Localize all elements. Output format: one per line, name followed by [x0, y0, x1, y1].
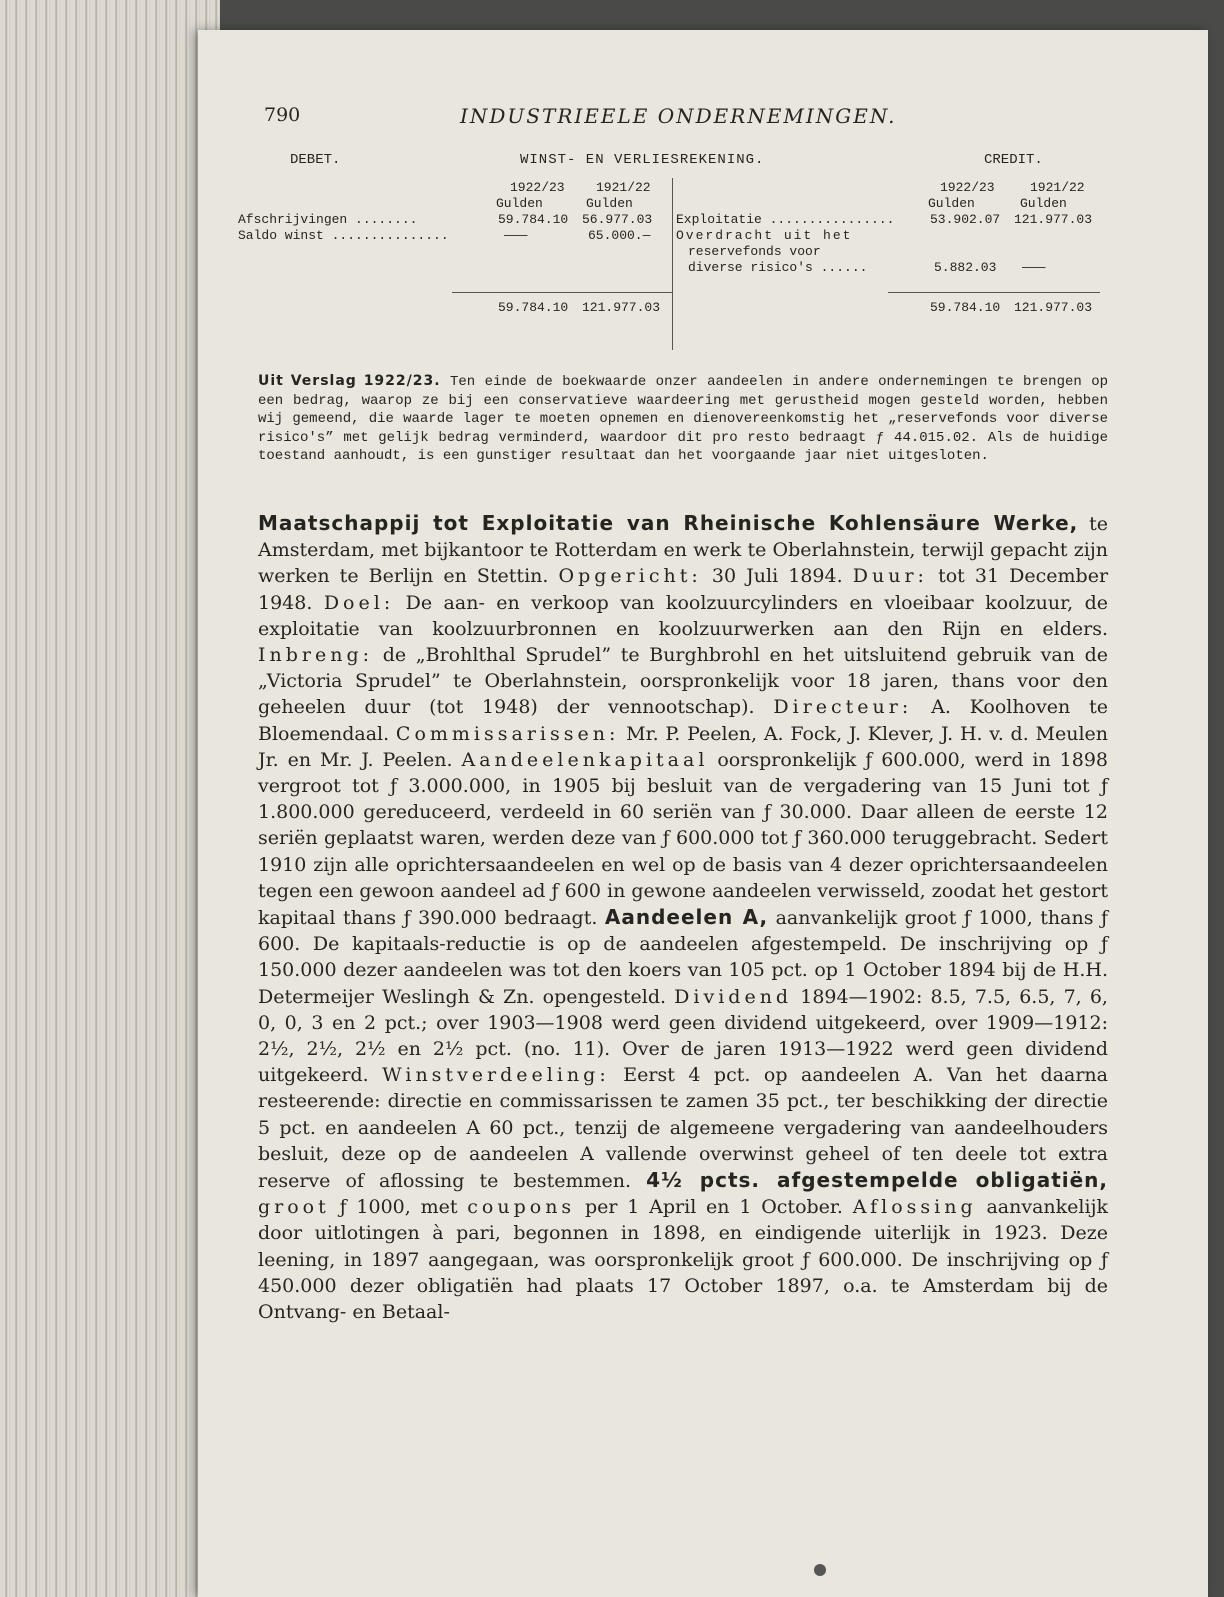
company-location: te Amsterdam, met bijkantoor te Rotterdam en werk te Oberlahnstein, terwijl gepacht zijn werken te Berlijn en Stettin. — [258, 513, 1108, 588]
debit-row-value: 59.784.10 — [498, 212, 569, 227]
label-directeur: Directeur: — [773, 696, 913, 719]
debit-year-1: 1922/23 — [510, 180, 565, 195]
label-dividend: Dividend — [674, 985, 793, 1008]
account-divider — [672, 178, 673, 350]
value-doel: De aan- en verkoop van koolzuurcylinders en vloeibaar koolzuur, de exploitatie van koolzuurbronnen en koolzuurwerken aan den Rijn en elders. — [258, 591, 1108, 640]
label-duur: Duur: — [852, 565, 928, 588]
value-directeur: A. Koolhoven te Bloemendaal. — [258, 696, 1108, 745]
credit-row-label: Overdracht uit het — [676, 228, 853, 243]
credit-row-label: Exploitatie ................ — [676, 212, 895, 227]
value-coupons: per 1 April en 1 October. — [584, 1196, 843, 1219]
value-groot: ƒ 1000, met — [339, 1196, 458, 1219]
credit-row-label: reservefonds voor — [688, 244, 821, 259]
credit-currency-2: Gulden — [1020, 196, 1067, 211]
company-entry — [258, 510, 1108, 1325]
label-aandeelen-a: Aandeelen A, — [604, 905, 769, 930]
page-number: 790 — [264, 104, 301, 126]
label-winstverdeeling: Winstverdeeling: — [382, 1064, 610, 1087]
credit-year-2: 1921/22 — [1030, 180, 1085, 195]
value-inbreng: de „Brohlthal Sprudel” te Burghbrohl en het uitsluitend gebruik van de „Victoria Sprudel” te Oberlahnstein, oorspronkelijk voor 18 jaren, thans voor den geheelen duur (tot 1948) der vennootschap). — [258, 644, 1108, 719]
debit-total: 121.977.03 — [582, 300, 661, 315]
credit-row-value: ——— — [1022, 260, 1046, 275]
running-title: INDUSTRIEELE ONDERNEMINGEN. — [460, 104, 897, 128]
debit-currency-1: Gulden — [496, 196, 543, 211]
credit-label: CREDIT. — [984, 152, 1043, 168]
label-obligaties: 4½ pcts. afgestempelde obligatiën, — [646, 1168, 1109, 1193]
label-coupons: coupons — [467, 1196, 576, 1219]
credit-year-1: 1922/23 — [940, 180, 995, 195]
debit-total-rule — [452, 292, 672, 293]
debit-row-label: Saldo winst ............... — [238, 228, 449, 243]
debit-row-value: ——— — [504, 228, 528, 243]
debit-year-2: 1921/22 — [596, 180, 651, 195]
label-opgericht: Opgericht: — [558, 565, 702, 588]
book-page-edges — [0, 0, 220, 1597]
credit-row-label: diverse risico's ...... — [688, 260, 868, 275]
credit-total: 59.784.10 — [930, 300, 1001, 315]
credit-currency-1: Gulden — [928, 196, 975, 211]
credit-total: 121.977.03 — [1014, 300, 1093, 315]
debit-row-value: 56.977.03 — [582, 212, 653, 227]
value-duur: tot 31 December 1948. — [258, 565, 1109, 614]
debit-row-label: Afschrijvingen ........ — [238, 212, 418, 227]
book-page — [198, 30, 1208, 1597]
credit-row-value: 53.902.07 — [930, 212, 1001, 227]
credit-row-value: 121.977.03 — [1014, 212, 1093, 227]
value-aandeelen-a: aanvankelijk groot ƒ 1000, thans ƒ 600. De kapitaals-reductie is op de aandeelen afgestempeld. De inschrijving op ƒ 150.000 dezer aandeelen was tot den koers van 105 pct. op 1 October 1894 bij de H.H. Determeijer Weslingh & Zn. opengesteld. — [258, 907, 1108, 1008]
label-doel: Doel: — [323, 591, 395, 614]
report-text: Ten einde de boekwaarde onzer aandeelen in andere ondernemingen te brengen op een bedrag, waarop ze bij een conservatieve waardeering met gerustheid mogen gesteld worden, hebben wij gemeend, die waarde lager te moeten opnemen en dienovereenkomstig het „reservefonds voor diverse risico's” met gelijk bedrag verminderd, waardoor dit pro resto bedraagt ƒ 44.015.02. Als de huidige toestand aanhoudt, is een gunstiger resultaat dan het voorgaande jaar niet uitgesloten. — [258, 374, 1109, 464]
debit-currency-2: Gulden — [586, 196, 633, 211]
value-dividend: 1894—1902: 8.5, 7.5, 6.5, 7, 6, 0, 0, 3 en 2 pct.; over 1903—1908 werd geen dividend uitgekeerd, over 1909—1912: 2½, 2½, 2½ en 2½ pct. (no. 11). Over de jaren 1913—1922 werd geen dividend uitgekeerd. — [258, 985, 1108, 1087]
debit-label: DEBET. — [290, 152, 341, 168]
value-commissarissen: Mr. P. Peelen, A. Fock, J. Klever, J. H. v. d. Meulen Jr. en Mr. J. Peelen. — [258, 722, 1108, 771]
ink-blot — [814, 1564, 826, 1576]
label-aandeelenkapitaal: Aandeelenkapitaal — [461, 748, 709, 771]
account-title: WINST- EN VERLIESREKENING. — [520, 152, 765, 168]
value-winstverdeeling: Eerst 4 pct. op aandeelen A. Van het daarna resteerende: directie en commissarissen te zamen 35 pct., ter beschikking der directie 5 pct. en aandeelen A 60 pct., tenzij de algemeene vergadering van aandeelhouders besluit, deze op de aandeelen A vallende overwinst geheel of ten deele tot extra reserve of aflossing te bestemmen. — [258, 1064, 1109, 1193]
label-aflossing: Aflossing — [852, 1196, 977, 1219]
debit-row-value: 65.000.— — [588, 228, 651, 243]
credit-total-rule — [888, 292, 1100, 293]
value-aflossing: aanvankelijk door uitlotingen à pari, begonnen in 1898, en eindigende uiterlijk in 1923. Deze leening, in 1897 aangegaan, was oorspronkelijk groot ƒ 600.000. De inschrijving op ƒ 450.000 dezer obligatiën had plaats 17 October 1897, o.a. te Amsterdam bij de Ontvang- en Betaal- — [258, 1196, 1108, 1324]
credit-row-value: 5.882.03 — [934, 260, 997, 275]
label-inbreng: Inbreng: — [258, 644, 374, 667]
annual-report-excerpt — [258, 372, 1108, 466]
value-aandeelenkapitaal: oorspronkelijk ƒ 600.000, werd in 1898 vergroot tot ƒ 3.000.000, in 1905 bij besluit van de vergadering van 15 Juni tot ƒ 1.800.000 gereduceerd, verdeeld in 60 seriën van ƒ 30.000. Daar alleen de eerste 12 seriën geplaatst waren, werden deze van ƒ 600.000 tot ƒ 360.000 teruggebracht. Sedert 1910 zijn alle oprichtersaandeelen en wel op de basis van 4 dezer oprichtersaandeelen tegen een gewoon aandeel ad ƒ 600 in gewone aandeelen verwisseld, zoodat het gestort kapitaal thans ƒ 390.000 bedraagt. — [258, 748, 1108, 930]
debit-total: 59.784.10 — [498, 300, 569, 315]
report-lead: Uit Verslag 1922/23. — [258, 373, 441, 389]
value-opgericht: 30 Juli 1894. — [711, 565, 843, 588]
company-name: Maatschappij tot Exploitatie van Rheinische Kohlensäure Werke, — [258, 511, 1079, 535]
label-groot: groot — [258, 1196, 330, 1219]
label-commissarissen: Commissarissen: — [395, 722, 620, 745]
